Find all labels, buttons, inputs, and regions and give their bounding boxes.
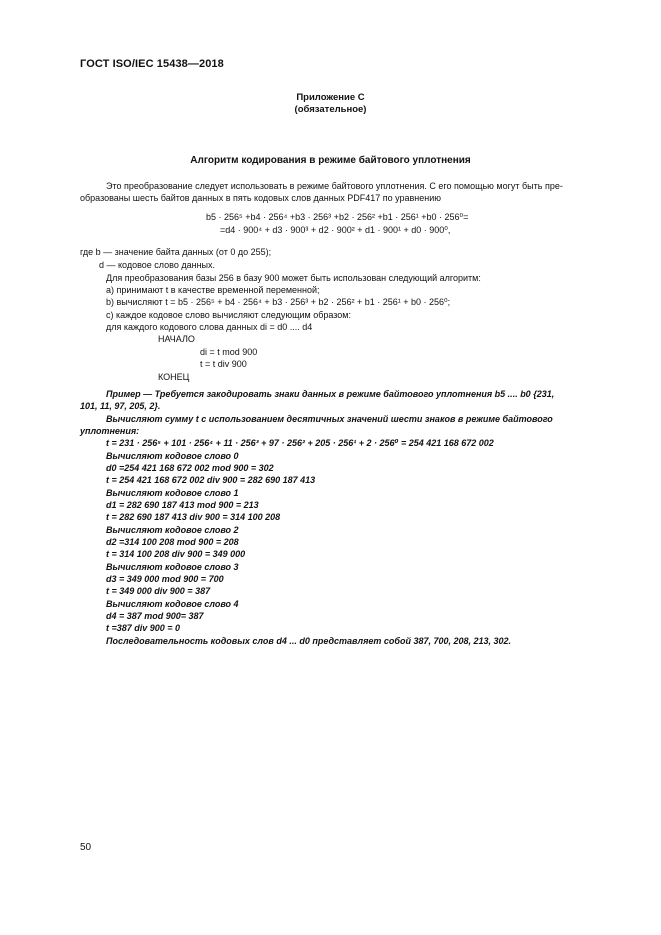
example-line-4: уплотнения:: [80, 426, 140, 436]
algorithm-begin: НАЧАЛО: [158, 334, 195, 344]
algorithm-step-b: b) вычисляют t = b5 · 256⁵ + b4 · 256⁴ + b3 · 256³ + b2 · 256² + b1 · 256¹ + b0 · 256⁰;: [106, 297, 451, 307]
example-line-3: Вычисляют сумму t с использованием десятичных значений шести знаков в режиме байтового: [106, 414, 553, 424]
codeword-2-value: d2 =314 100 208 mod 900 = 208: [106, 537, 239, 547]
equation-line-1: b5 · 256⁵ +b4 · 256⁴ +b3 · 256³ +b2 · 256² +b1 · 256¹ +b0 · 256⁰=: [206, 212, 469, 222]
codeword-2-remainder: t = 314 100 208 div 900 = 349 000: [106, 549, 246, 559]
intro-line-1: Это преобразование следует использовать в режиме байтового уплотнения. С его помощью могут быть пре-: [106, 181, 563, 191]
algorithm-step-a: а) принимают t в качестве временной переменной;: [106, 285, 320, 295]
codeword-1-heading: Вычисляют кодовое слово 1: [106, 488, 239, 498]
algorithm-step-c: с) каждое кодовое слово вычисляют следующим образом:: [106, 310, 351, 320]
codeword-1-value: d1 = 282 690 187 413 mod 900 = 213: [106, 500, 259, 510]
codeword-3-value: d3 = 349 000 mod 900 = 700: [106, 574, 224, 584]
definition-d: d — кодовое слово данных.: [99, 260, 216, 270]
codeword-3-remainder: t = 349 000 div 900 = 387: [106, 586, 211, 596]
algorithm-div-step: t = t div 900: [200, 359, 247, 369]
appendix-title: Приложение С: [296, 92, 365, 103]
standard-header: ГОСТ ISO/IEC 15438—2018: [80, 58, 224, 70]
algorithm-intro: Для преобразования базы 256 в базу 900 может быть использован следующий алгоритм:: [106, 273, 481, 283]
example-line-1: Пример — Требуется закодировать знаки данных в режиме байтового уплотнения b5 .... b0 {231,: [106, 389, 555, 399]
equation-line-2: =d4 · 900⁴ + d3 · 900³ + d2 · 900² + d1 · 900¹ + d0 · 900⁰,: [220, 225, 451, 235]
codeword-4-heading: Вычисляют кодовое слово 4: [106, 599, 239, 609]
codeword-4-remainder: t =387 div 900 = 0: [106, 623, 181, 633]
definition-b: где b — значение байта данных (от 0 до 255);: [80, 247, 272, 257]
codeword-3-heading: Вычисляют кодовое слово 3: [106, 562, 239, 572]
codeword-1-remainder: t = 282 690 187 413 div 900 = 314 100 208: [106, 512, 281, 522]
algorithm-for-each: для каждого кодового слова данных di = d0 .... d4: [106, 322, 313, 332]
codeword-4-value: d4 = 387 mod 900= 387: [106, 611, 204, 621]
example-line-2: 101, 11, 97, 205, 2}.: [80, 401, 161, 411]
codeword-0-heading: Вычисляют кодовое слово 0: [106, 451, 239, 461]
page-number: 50: [80, 842, 92, 853]
codeword-2-heading: Вычисляют кодовое слово 2: [106, 525, 239, 535]
example-sum: t = 231 · 256⁵ + 101 · 256⁴ + 11 · 256³ + 97 · 256² + 205 · 256¹ + 2 · 256⁰ = 254 421 168 672 002: [106, 438, 494, 448]
appendix-subtitle: (обязательное): [294, 104, 367, 115]
algorithm-mod-step: di = t mod 900: [200, 347, 258, 357]
section-heading: Алгоритм кодирования в режиме байтового уплотнения: [190, 155, 471, 166]
algorithm-end: КОНЕЦ: [158, 372, 190, 382]
codeword-result: Последовательность кодовых слов d4 ... d0 представляет собой 387, 700, 208, 213, 302.: [106, 636, 512, 646]
intro-line-2: образованы шесть байтов данных в пять кодовых слов данных PDF417 по уравнению: [80, 193, 442, 203]
codeword-0-remainder: t = 254 421 168 672 002 div 900 = 282 690 187 413: [106, 475, 316, 485]
codeword-0-value: d0 =254 421 168 672 002 mod 900 = 302: [106, 463, 274, 473]
